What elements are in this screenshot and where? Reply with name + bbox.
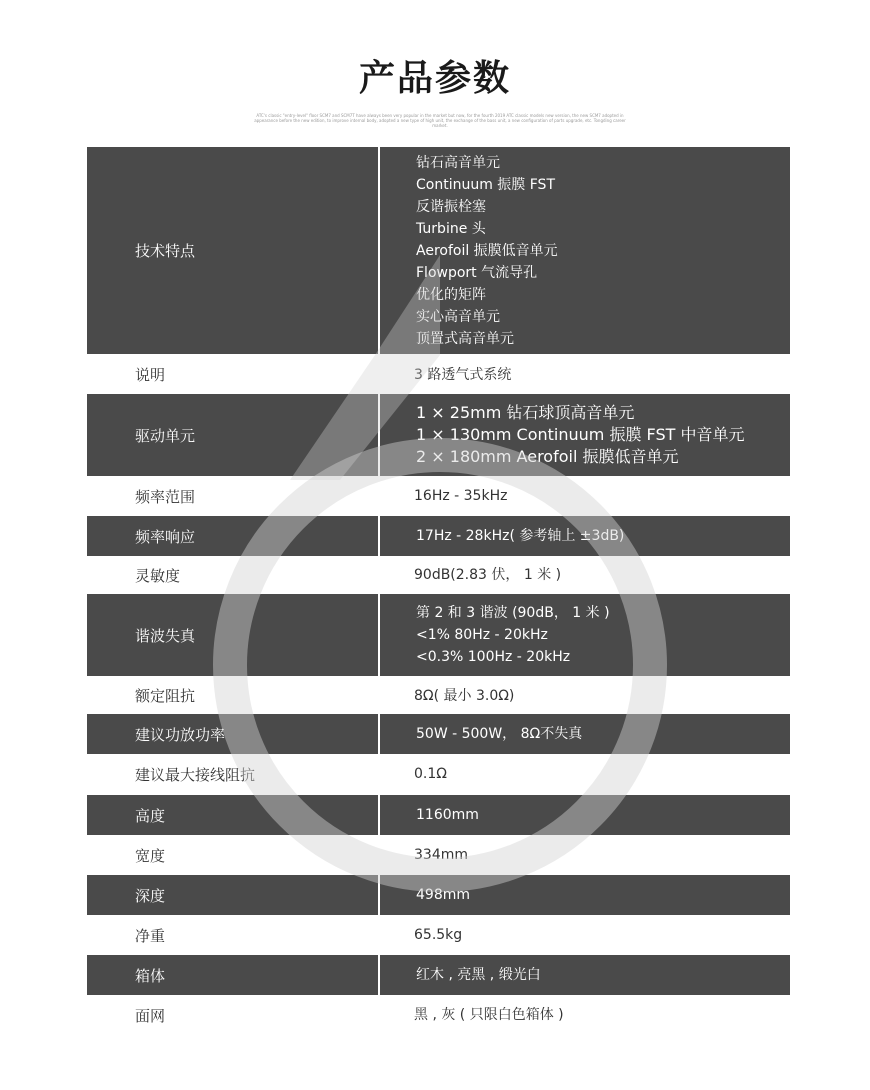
spec-row [87,915,790,955]
spec-row [87,355,790,394]
spec-value-line: 498mm [416,887,470,903]
page-subtitle: ATC's classic "entry-level" floor SCM7 and SCM7T have always been very popular in the market but now, for the fourth 2019 ATC classic models new version, the new SCM7 adopted in appearance before the new edition, to improve internal body, adopted a new type of high unit, the exchange of the bass unit, a new configuration of parts upgrade, etc. Tongding career market. [254,113,626,128]
spec-label: 深度 [87,875,378,915]
spec-row [87,394,790,476]
spec-row [87,556,790,594]
spec-value-line: 反谐振栓塞 [416,198,486,215]
spec-value [380,875,790,915]
spec-row [87,147,790,354]
spec-value-line: 50W - 500W， 8Ω不失真 [416,726,583,742]
spec-value-line: 90dB(2.83 伏， 1 米 ) [414,567,562,583]
spec-value-line: Aerofoil 振膜低音单元 [416,242,558,259]
spec-value [378,355,790,394]
spec-row [87,955,790,995]
spec-value-line: <0.3% 100Hz - 20kHz [416,649,571,665]
spec-value-line: 第 2 和 3 谐波 (90dB， 1 米 ) [416,605,610,621]
spec-value [378,477,790,515]
spec-value [380,394,790,476]
spec-row [87,516,790,556]
spec-value [378,677,790,714]
spec-label: 净重 [135,926,166,945]
spec-value-line: 1 × 25mm 钻石球顶高音单元 [416,403,635,422]
spec-row [87,714,790,754]
spec-value-line: 优化的矩阵 [416,286,486,303]
spec-value-line: Turbine 头 [416,220,486,237]
spec-value-line: 2 × 180mm Aerofoil 振膜低音单元 [416,447,679,466]
spec-value-line: Flowport 气流导孔 [416,264,538,281]
spec-value [380,147,790,354]
spec-value [380,955,790,995]
spec-value [380,795,790,835]
spec-label: 灵敏度 [135,566,181,585]
spec-label: 技术特点 [87,147,378,354]
spec-label: 建议最大接线阻抗 [135,765,256,784]
spec-label: 谐波失真 [87,594,378,676]
spec-value-line: 65.5kg [414,927,463,943]
spec-value [380,594,790,676]
page-title: 产品参数 [358,58,511,99]
spec-value-line: 实心高音单元 [416,308,500,325]
spec-value-line: Continuum 振膜 FST [416,176,555,193]
spec-label: 面网 [135,1006,166,1025]
spec-value-line: 红木 , 亮黑 , 缎光白 [416,967,541,983]
spec-label: 驱动单元 [87,394,378,476]
spec-value-line: 1 × 130mm Continuum 振膜 FST 中音单元 [416,425,745,444]
spec-value-line: 0.1Ω [414,766,447,782]
spec-value-line: 3 路透气式系统 [414,366,512,383]
spec-label: 箱体 [87,955,378,995]
spec-row [87,754,790,794]
spec-value [378,556,790,594]
spec-value-line: 黑 , 灰 ( 只限白色箱体 ) [414,1007,564,1023]
spec-row [87,795,790,835]
spec-value [380,714,790,754]
spec-value-line: 17Hz - 28kHz( 参考轴上 ±3dB) [416,528,625,544]
spec-label: 说明 [135,366,166,384]
spec-label: 高度 [87,795,378,835]
spec-row [87,875,790,915]
spec-label: 额定阻抗 [135,687,196,705]
spec-value-line: 钻石高音单元 [416,154,500,171]
spec-value [378,995,790,1035]
spec-row [87,835,790,875]
spec-label: 频率响应 [87,516,378,556]
spec-value-line: 1160mm [416,807,479,823]
spec-value [378,835,790,875]
spec-value [378,915,790,955]
spec-row [87,677,790,714]
spec-label: 宽度 [135,846,166,865]
spec-row [87,594,790,676]
spec-value-line: 顶置式高音单元 [416,330,514,347]
spec-value-line: <1% 80Hz - 20kHz [416,627,548,643]
spec-value [378,754,790,794]
spec-label: 频率范围 [135,487,196,506]
spec-row [87,995,790,1035]
spec-value [380,516,790,556]
spec-value-line: 334mm [414,847,468,863]
spec-label: 建议功放功率 [87,714,378,754]
spec-value-line: 8Ω( 最小 3.0Ω) [414,687,515,704]
spec-row [87,477,790,515]
spec-value-line: 16Hz - 35kHz [414,488,508,504]
